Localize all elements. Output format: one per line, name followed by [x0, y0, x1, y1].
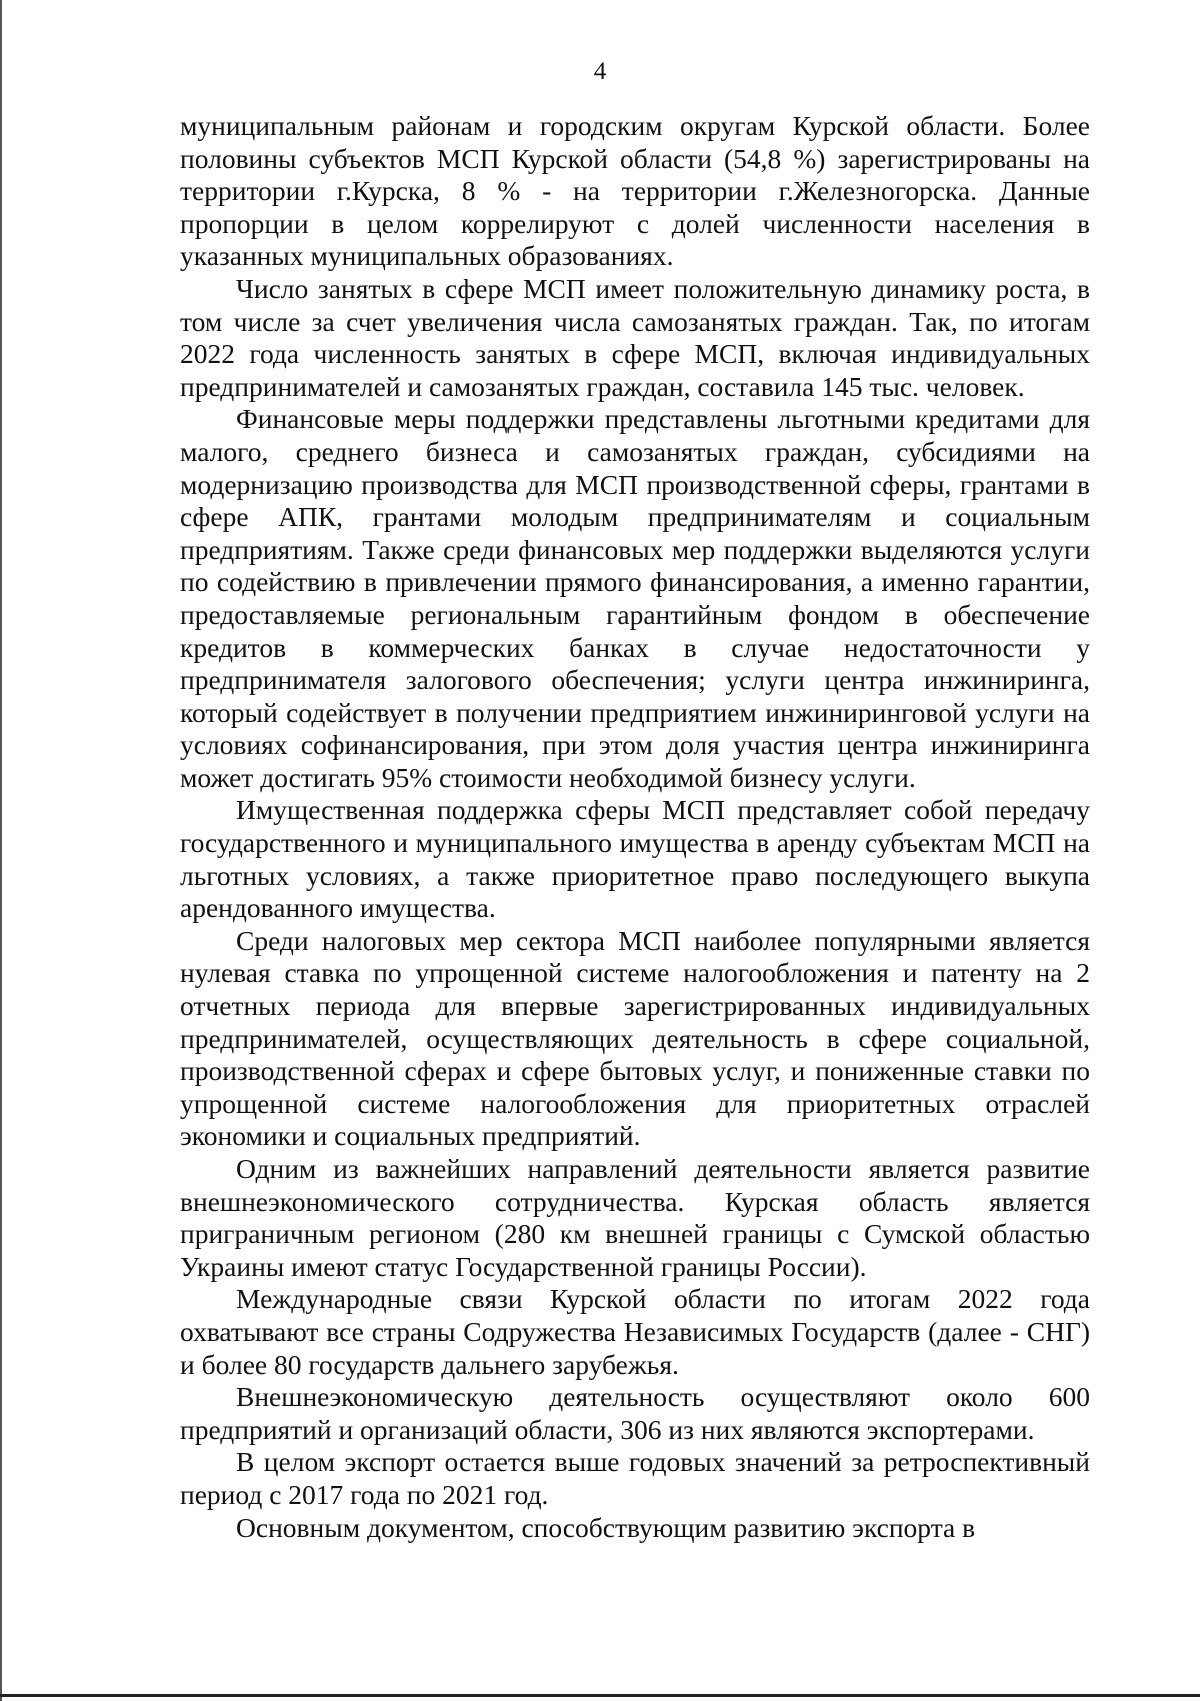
- paragraph-property-support: Имущественная поддержка сферы МСП представляет собой передачу государственного и муниципального имущества в аренду субъектам МСП на льготных условиях, а также приоритетное право последующего выкупа арендованного имущества.: [180, 794, 1090, 924]
- page-number: 4: [593, 58, 607, 85]
- paragraph-international-relations: Международные связи Курской области по итогам 2022 года охватывают все страны Содружества Независимых Государств (далее - СНГ) и более 80 государств дальнего зарубежья.: [180, 1283, 1090, 1380]
- document-body: [180, 110, 1090, 1544]
- paragraph-continuation: муниципальным районам и городским округам Курской области. Более половины субъектов МСП Курской области (54,8 %) зарегистрированы на территории г.Курска, 8 % - на территории г.Железногорска. Данные пропорции в целом коррелируют с долей численности населения в указанных муниципальных образованиях.: [180, 110, 1090, 272]
- scan-bottom-edge: [0, 1694, 1200, 1697]
- paragraph-employment: Число занятых в сфере МСП имеет положительную динамику роста, в том числе за счет увеличения числа самозанятых граждан. Так, по итогам 2022 года численность занятых в сфере МСП, включая индивидуальных предпринимателей и самозанятых граждан, составила 145 тыс. человек.: [180, 272, 1090, 402]
- paragraph-foreign-activity: Внешнеэкономическую деятельность осуществляют около 600 предприятий и организаций области, 306 из них являются экспортерами.: [180, 1381, 1090, 1445]
- paragraph-export-document: Основным документом, способствующим развитию экспорта в: [236, 1511, 976, 1543]
- scan-left-edge: [0, 0, 2, 1701]
- paragraph-tax-measures: Среди налоговых мер сектора МСП наиболее популярными является нулевая ставка по упрощенной системе налогообложения и патенту на 2 отчетных периода для впервые зарегистрированных индивидуальных предпринимателей, осуществляющих деятельность в сфере социальной, производственной сферах и сфере бытовых услуг, и пониженные ставки по упрощенной системе налогообложения для приоритетных отраслей экономики и социальных предприятий.: [180, 924, 1090, 1152]
- paragraph-financial-support: Финансовые меры поддержки представлены льготными кредитами для малого, среднего бизнеса и самозанятых граждан, субсидиями на модернизацию производства для МСП производственной сферы, грантами в сфере АПК, грантами молодым предпринимателям и социальным предприятиям. Также среди финансовых мер поддержки выделяются услуги по содействию в привлечении прямого финансирования, а именно гарантии, предоставляемые региональным гарантийным фондом в обеспечение кредитов в коммерческих банках в случае недостаточности у предпринимателя залогового обеспечения; услуги центра инжиниринга, который содействует в получении предприятием инжиниринговой услуги на условиях софинансирования, при этом доля участия центра инжиниринга может достигать 95% стоимости необходимой бизнесу услуги.: [180, 403, 1090, 793]
- paragraph-foreign-cooperation: Одним из важнейших направлений деятельности является развитие внешнеэкономического сотрудничества. Курская область является приграничным регионом (280 км внешней границы с Сумской областью Украины имеют статус Государственной границы России).: [180, 1153, 1090, 1282]
- paragraph-export-trend: В целом экспорт остается выше годовых значений за ретроспективный период с 2017 года по 2021 год.: [180, 1446, 1090, 1510]
